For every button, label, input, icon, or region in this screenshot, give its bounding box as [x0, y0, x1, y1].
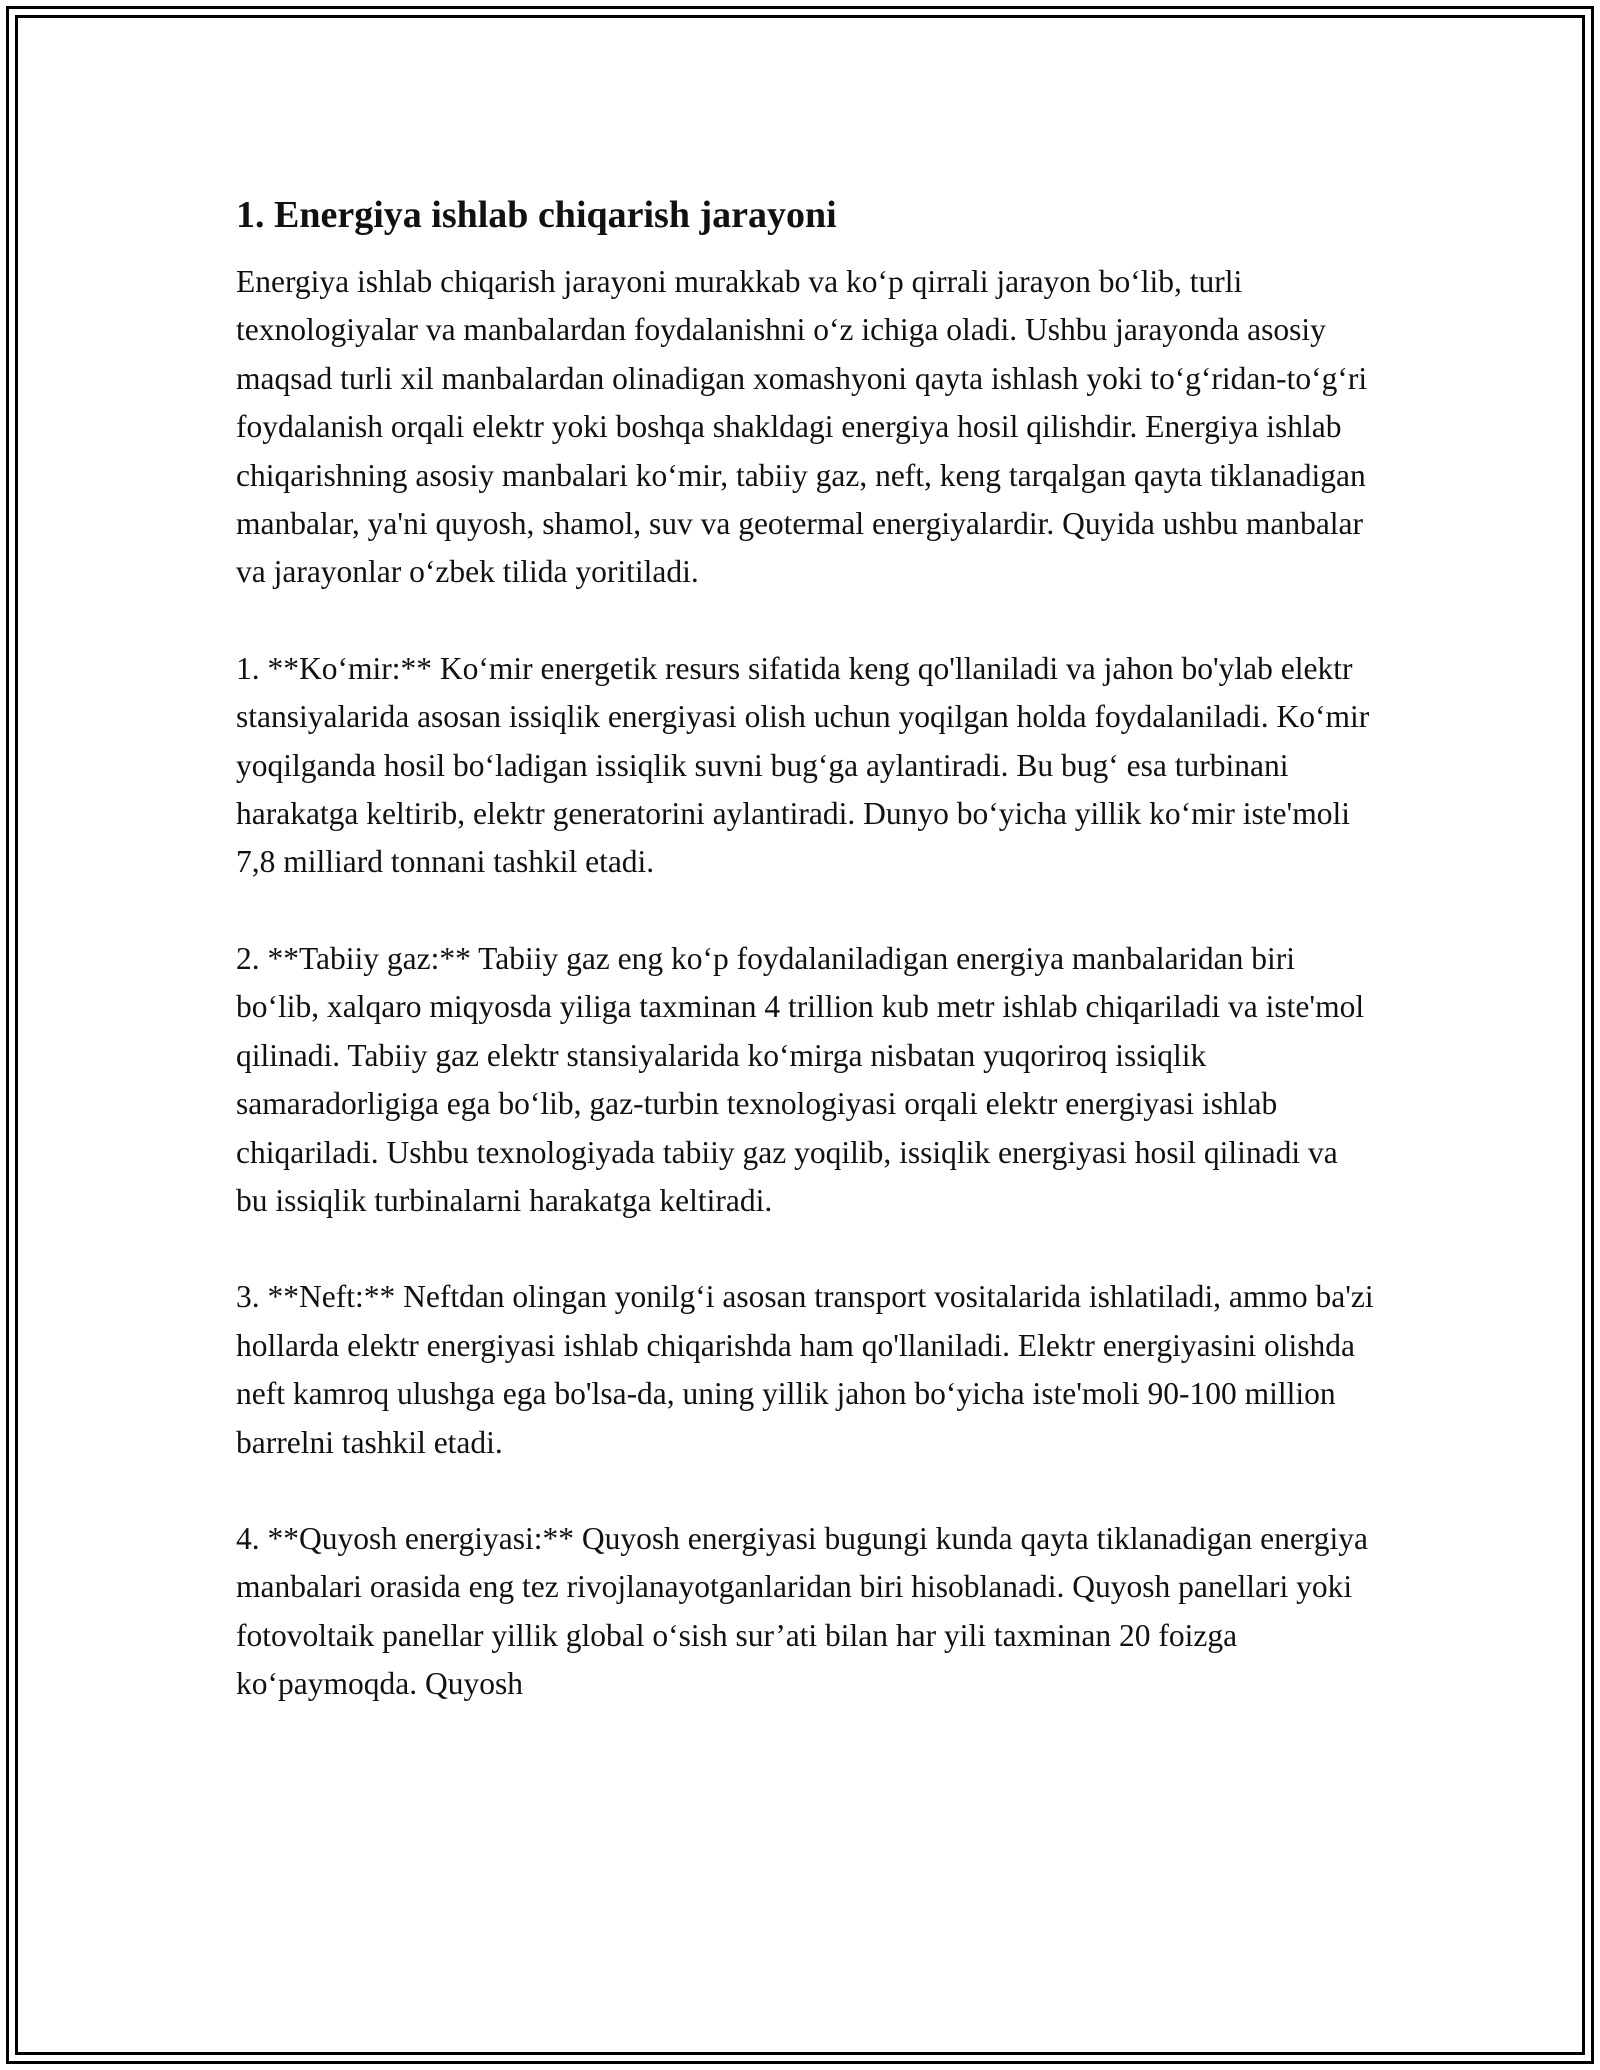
section-heading: 1. Energiya ishlab chiqarish jarayoni [236, 194, 837, 236]
natural-gas-paragraph: 2. **Tabiiy gaz:** Tabiiy gaz eng ko‘p foydalaniladigan energiya manbalaridan biri bo‘lib, xalqaro miqyosda yiliga taxminan 4 trillion kub metr ishlab chiqariladi va iste'mol qilinadi. Tabiiy gaz elektr stansiyalarida ko‘mirga nisbatan yuqoriroq issiqlik samaradorligiga ega bo‘lib, gaz-turbin texnologiyasi orqali elektr energiyasi ishlab chiqariladi. Ushbu texnologiyada tabiiy gaz yoqilib, issiqlik energiyasi hosil qilinadi va bu issiqlik turbinalarni harakatga keltiradi. [236, 940, 1365, 1218]
oil-paragraph: 3. **Neft:** Neftdan olingan yonilg‘i asosan transport vositalarida ishlatiladi, ammo ba'zi hollarda elektr energiyasi ishlab chiqarishda ham qo'llaniladi. Elektr energiyasini olishda neft kamroq ulushga ega bo'lsa-da, uning yillik jahon bo‘yicha iste'moli 90-100 million barrelni tashkil etadi. [236, 1279, 1374, 1460]
document-body [236, 190, 1376, 1709]
intro-paragraph: Energiya ishlab chiqarish jarayoni murakkab va ko‘p qirrali jarayon bo‘lib, turli texnologiyalar va manbalardan foydalanishni o‘z ichiga oladi. Ushbu jarayonda asosiy maqsad turli xil manbalardan olinadigan xomashyoni qayta ishlash yoki to‘g‘ridan-to‘g‘ri foydalanish orqali elektr yoki boshqa shakldagi energiya hosil qilishdir. Energiya ishlab chiqarishning asosiy manbalari ko‘mir, tabiiy gaz, neft, keng tarqalgan qayta tiklanadigan manbalar, ya'ni quyosh, shamol, suv va geotermal energiyalardir. Quyida ushbu manbalar va jarayonlar o‘zbek tilida yoritiladi. [236, 264, 1368, 590]
coal-paragraph: 1. **Ko‘mir:** Ko‘mir energetik resurs sifatida keng qo'llaniladi va jahon bo'ylab elektr stansiyalarida asosan issiqlik energiyasi olish uchun yoqilgan holda foydalaniladi. Ko‘mir yoqilganda hosil bo‘ladigan issiqlik suvni bug‘ga aylantiradi. Bu bug‘ esa turbinani harakatga keltirib, elektr generatorini aylantiradi. Dunyo bo‘yicha yillik ko‘mir iste'moli 7,8 milliard tonnani tashkil etadi. [236, 650, 1370, 880]
solar-energy-paragraph: 4. **Quyosh energiyasi:** Quyosh energiyasi bugungi kunda qayta tiklanadigan energiya manbalari orasida eng tez rivojlanayotganlaridan biri hisoblanadi. Quyosh panellari yoki fotovoltaik panellar yillik global o‘sish sur’ati bilan har yili taxminan 20 foizga ko‘paymoqda. Quyosh [236, 1520, 1369, 1702]
